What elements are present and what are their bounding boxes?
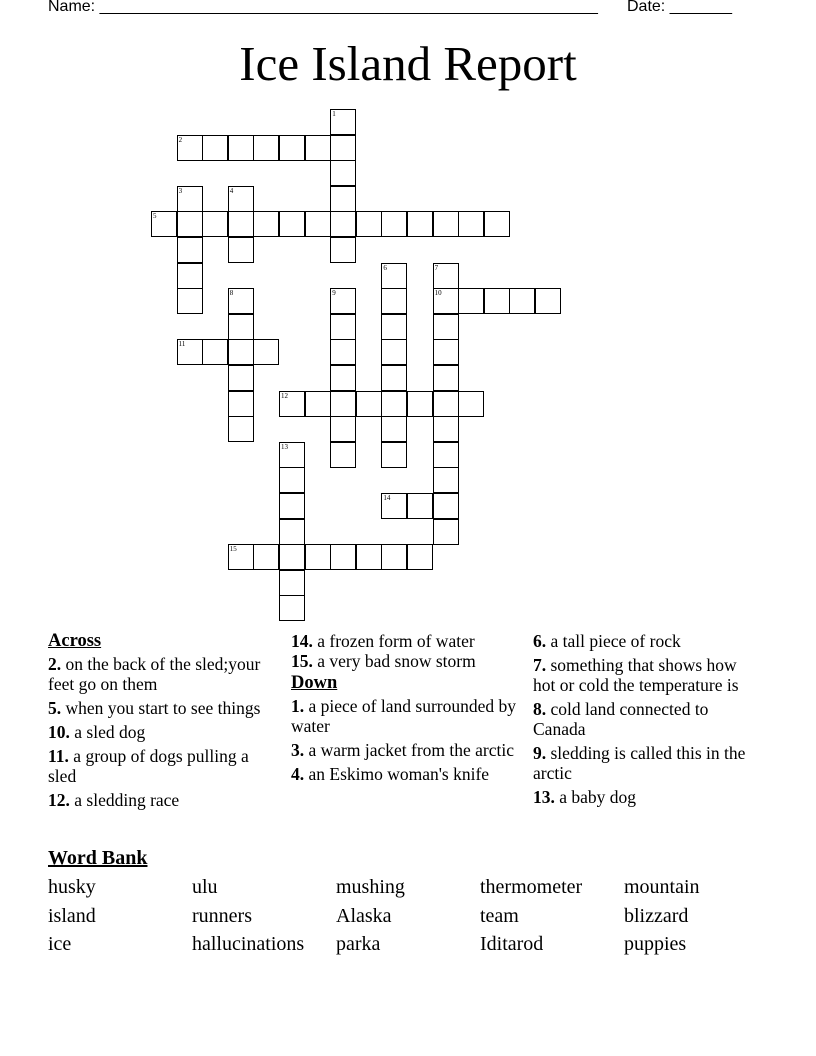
grid-cell[interactable]	[202, 339, 228, 365]
across-heading: Across	[48, 631, 102, 651]
grid-cell[interactable]	[177, 288, 203, 314]
grid-cell[interactable]	[228, 365, 254, 391]
cell-number: 1	[332, 110, 336, 118]
grid-cell[interactable]	[330, 160, 356, 186]
cell-number: 11	[178, 340, 186, 349]
word-bank-word: husky	[48, 876, 96, 898]
clue-across-10: 10. a sled dog	[48, 722, 146, 742]
word-bank-title: Word Bank	[48, 847, 148, 869]
grid-cell[interactable]	[330, 391, 356, 417]
grid-cell[interactable]	[305, 211, 331, 237]
clue-down-8: 8. cold land connected to Canada	[533, 699, 709, 739]
clue-across-5: 5. when you start to see things	[48, 698, 261, 718]
grid-cell[interactable]	[330, 314, 356, 340]
clue-across-2: 2. on the back of the sled;your feet go on them	[48, 654, 261, 694]
clue-across-15: 15. a very bad snow storm	[291, 651, 476, 671]
clue-down-13: 13. a baby dog	[533, 787, 637, 807]
clue-across-12: 12. a sledding race	[48, 790, 180, 810]
cell-number: 2	[178, 135, 183, 144]
cell-number: 12	[281, 391, 288, 400]
grid-cell[interactable]	[458, 288, 484, 314]
cell-number: 8	[229, 289, 234, 298]
grid-cell[interactable]	[433, 288, 459, 314]
word-bank-word: mountain	[624, 876, 700, 898]
grid-cell[interactable]	[202, 211, 228, 237]
cell-number: 10	[434, 289, 442, 298]
grid-cell[interactable]	[381, 365, 407, 391]
grid-cell[interactable]	[330, 186, 356, 212]
grid-cell[interactable]	[177, 339, 203, 365]
grid-cell[interactable]	[433, 365, 459, 391]
grid-cell[interactable]	[433, 493, 459, 519]
grid-cell[interactable]	[381, 442, 407, 468]
grid-cell[interactable]	[228, 288, 254, 314]
cell-number: 15	[229, 545, 237, 554]
grid-cell[interactable]	[253, 211, 279, 237]
grid-cell[interactable]	[228, 135, 254, 161]
clue-down-1: 1. a piece of land surrounded by water	[291, 696, 516, 736]
grid-cell[interactable]	[253, 544, 279, 570]
clue-down-6: 6. a tall piece of rock	[533, 631, 681, 651]
grid-cell[interactable]	[381, 391, 407, 417]
cell-number: 6	[383, 263, 387, 272]
grid-cell[interactable]	[228, 186, 254, 212]
grid-cell[interactable]	[535, 288, 561, 314]
grid-cell[interactable]	[253, 339, 279, 365]
grid-cell[interactable]	[330, 544, 356, 570]
grid-cell[interactable]	[509, 288, 535, 314]
clue-down-9: 9. sledding is called this in the arctic	[533, 743, 746, 783]
grid-cell[interactable]	[279, 467, 305, 493]
word-bank-word: ice	[48, 933, 72, 955]
grid-cell[interactable]	[381, 493, 407, 519]
grid-cell[interactable]	[484, 288, 510, 314]
grid-cell[interactable]	[381, 211, 407, 237]
grid-cell[interactable]	[433, 467, 459, 493]
clue-down-3: 3. a warm jacket from the arctic	[291, 740, 515, 760]
grid-cell[interactable]	[279, 391, 305, 417]
grid-cell[interactable]	[253, 135, 279, 161]
page-title: Ice Island Report	[239, 36, 577, 91]
cell-number: 5	[153, 212, 157, 221]
grid-cell[interactable]	[381, 339, 407, 365]
word-bank-word: blizzard	[624, 904, 689, 927]
cell-number: 4	[229, 186, 234, 195]
word-bank-word: thermometer	[480, 876, 583, 898]
grid-cell[interactable]	[228, 237, 254, 263]
grid-cell[interactable]	[228, 391, 254, 417]
grid-cell[interactable]	[381, 416, 407, 442]
clue-down-4: 4. an Eskimo woman's knife	[291, 764, 490, 784]
word-bank-word: team	[480, 904, 519, 927]
word-bank-word: hallucinations	[192, 933, 305, 955]
clues-column-2	[291, 631, 516, 788]
grid-cell[interactable]	[279, 493, 305, 519]
grid-cell[interactable]	[177, 135, 203, 161]
word-bank-word: Alaska	[336, 904, 392, 927]
word-bank-word: puppies	[624, 933, 687, 955]
word-bank-word: island	[48, 904, 96, 927]
word-bank	[48, 876, 768, 962]
grid-cell[interactable]	[433, 211, 459, 237]
date-field: Date: _______	[627, 0, 732, 15]
cell-number: 13	[281, 442, 288, 451]
grid-cell[interactable]	[177, 186, 203, 212]
clues-column-1	[48, 631, 273, 814]
cell-number: 3	[178, 186, 183, 195]
word-bank-word: Iditarod	[480, 933, 544, 955]
grid-cell[interactable]	[279, 211, 305, 237]
grid-cell[interactable]	[177, 263, 203, 289]
down-heading: Down	[291, 673, 338, 693]
grid-cell[interactable]	[305, 391, 331, 417]
grid-cell[interactable]	[407, 391, 433, 417]
clue-across-14: 14. a frozen form of water	[291, 631, 475, 651]
grid-cell[interactable]	[381, 288, 407, 314]
clues-column-3	[533, 631, 758, 811]
grid-cell[interactable]	[330, 339, 356, 365]
grid-cell[interactable]	[202, 135, 228, 161]
name-field: Name: ________________________________________________________	[48, 0, 598, 15]
clue-across-11: 11. a group of dogs pulling a sled	[48, 746, 249, 786]
grid-cell[interactable]	[484, 211, 510, 237]
grid-cell[interactable]	[279, 544, 305, 570]
grid-cell[interactable]	[330, 211, 356, 237]
grid-cell[interactable]	[279, 442, 305, 468]
grid-cell[interactable]	[356, 391, 382, 417]
grid-cell[interactable]	[381, 544, 407, 570]
cell-number: 7	[434, 263, 439, 272]
grid-cell[interactable]	[433, 339, 459, 365]
grid-cell[interactable]	[433, 391, 459, 417]
word-bank-word: ulu	[192, 876, 218, 898]
grid-cell[interactable]	[433, 416, 459, 442]
grid-cell[interactable]	[228, 416, 254, 442]
grid-cell[interactable]	[407, 211, 433, 237]
grid-cell[interactable]	[330, 365, 356, 391]
cell-number: 14	[383, 494, 391, 502]
word-bank-word: parka	[336, 933, 381, 955]
grid-cell[interactable]	[305, 135, 331, 161]
grid-cell[interactable]	[228, 339, 254, 365]
grid-cell[interactable]	[458, 391, 484, 417]
clue-down-7: 7. something that shows how hot or cold the temperature is	[533, 655, 739, 695]
grid-cell[interactable]	[279, 135, 305, 161]
grid-cell[interactable]	[305, 544, 331, 570]
grid-cell[interactable]	[330, 237, 356, 263]
grid-cell[interactable]	[407, 544, 433, 570]
grid-cell[interactable]	[433, 442, 459, 468]
grid-cell[interactable]	[228, 211, 254, 237]
grid-cell[interactable]	[279, 595, 305, 621]
grid-cell[interactable]	[330, 109, 356, 135]
grid-cell[interactable]	[330, 442, 356, 468]
grid-cell[interactable]	[330, 416, 356, 442]
grid-cell[interactable]	[433, 314, 459, 340]
grid-cell[interactable]	[177, 237, 203, 263]
grid-cell[interactable]	[177, 211, 203, 237]
word-bank-word: mushing	[336, 876, 405, 898]
grid-cell[interactable]	[279, 519, 305, 545]
grid-cell[interactable]	[381, 263, 407, 289]
grid-cell[interactable]	[458, 211, 484, 237]
grid-cell[interactable]	[330, 135, 356, 161]
cell-number: 9	[332, 289, 336, 298]
grid-cell[interactable]	[433, 519, 459, 545]
grid-cell[interactable]	[228, 314, 254, 340]
grid-cell[interactable]	[356, 544, 382, 570]
grid-cell[interactable]	[356, 211, 382, 237]
grid-cell[interactable]	[381, 314, 407, 340]
word-bank-word: runners	[192, 904, 252, 927]
grid-cell[interactable]	[433, 263, 459, 289]
grid-cell[interactable]	[330, 288, 356, 314]
grid-cell[interactable]	[407, 493, 433, 519]
grid-cell[interactable]	[279, 570, 305, 596]
grid-cell[interactable]	[151, 211, 177, 237]
grid-cell[interactable]	[228, 544, 254, 570]
